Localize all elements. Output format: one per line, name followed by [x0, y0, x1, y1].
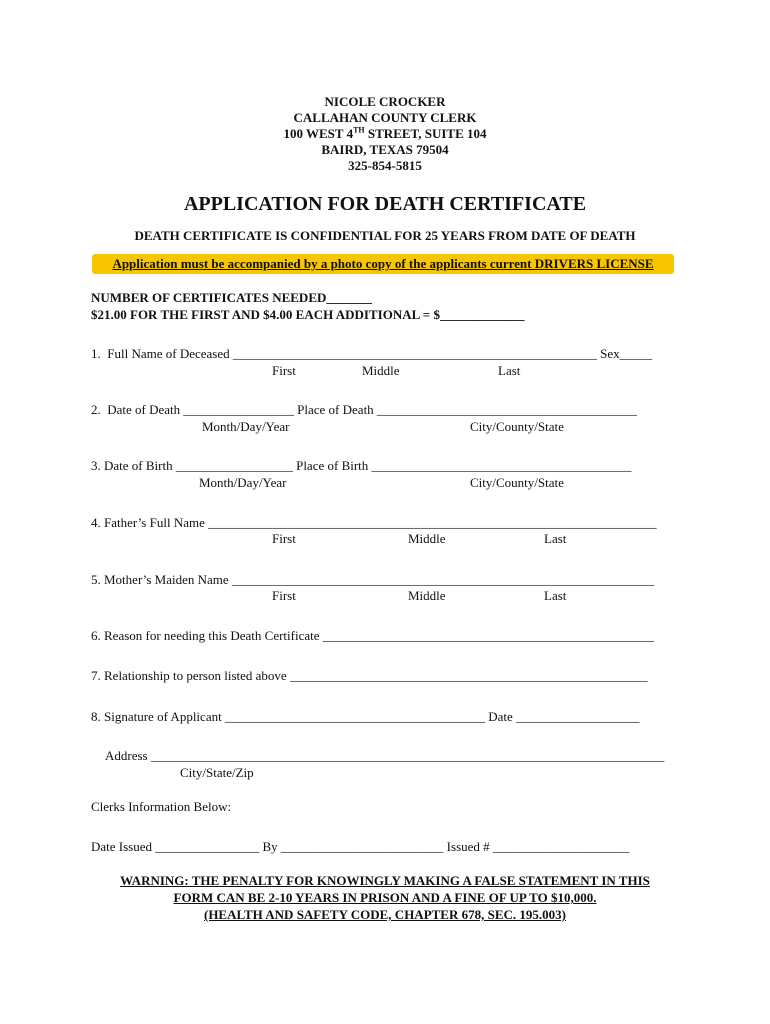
label-last: Last	[544, 531, 567, 546]
warning-line-2: FORM CAN BE 2-10 YEARS IN PRISON AND A FINE OF UP TO $10,000.	[173, 890, 597, 905]
clerk-office: CALLAHAN COUNTY CLERK	[293, 110, 477, 125]
label-month-day-year: Month/Day/Year	[199, 475, 287, 490]
warning-line-1: WARNING: THE PENALTY FOR KNOWINGLY MAKING A FALSE STATEMENT IN THIS	[120, 873, 650, 888]
label-city-county-state: City/County/State	[470, 475, 564, 490]
label-first: First	[272, 531, 296, 546]
clerk-address	[0, 126, 770, 142]
page-title: APPLICATION FOR DEATH CERTIFICATE	[183, 193, 587, 215]
label-city-county-state: City/County/State	[470, 419, 564, 434]
label-month-day-year: Month/Day/Year	[202, 419, 290, 434]
clerk-phone: 325-854-5815	[348, 158, 422, 173]
label-middle: Middle	[362, 363, 400, 378]
label-last: Last	[544, 588, 567, 603]
address-sup: TH	[353, 125, 365, 135]
signature-field[interactable]: 8. Signature of Applicant ________________________________________ Date ___________________	[91, 709, 640, 724]
clerk-name: NICOLE CROCKER	[324, 94, 446, 109]
mother-maiden-name-field[interactable]: 5. Mother’s Maiden Name _________________________________________________________________	[91, 572, 655, 587]
address-post: STREET, SUITE 104	[364, 126, 487, 141]
relationship-field[interactable]: 7. Relationship to person listed above _______________________________________________________	[91, 668, 648, 683]
date-of-death-field[interactable]: 2. Date of Death _________________ Place of Death ________________________________________	[91, 402, 637, 417]
license-notice: Application must be accompanied by a photo copy of the applicants current DRIVERS LICENSE	[92, 254, 674, 274]
confidential-notice: DEATH CERTIFICATE IS CONFIDENTIAL FOR 25 YEARS FROM DATE OF DEATH	[134, 228, 636, 243]
date-of-birth-field[interactable]: 3. Date of Birth __________________ Place of Birth ________________________________________	[91, 458, 632, 473]
label-first: First	[272, 588, 296, 603]
label-last: Last	[498, 363, 521, 378]
reason-field[interactable]: 6. Reason for needing this Death Certificate ___________________________________________________	[91, 628, 655, 643]
certificates-needed-field[interactable]: NUMBER OF CERTIFICATES NEEDED_______	[91, 290, 372, 305]
label-middle: Middle	[408, 588, 446, 603]
label-middle: Middle	[408, 531, 446, 546]
address-field[interactable]: Address _______________________________________________________________________________	[105, 748, 665, 763]
address-pre: 100 WEST 4	[283, 126, 354, 141]
deceased-name-field[interactable]: 1. Full Name of Deceased ________________________________________________________ Sex_____	[91, 346, 653, 361]
father-name-field[interactable]: 4. Father’s Full Name _____________________________________________________________________	[91, 515, 657, 530]
clerk-info-heading: Clerks Information Below:	[91, 799, 232, 814]
clerk-city: BAIRD, TEXAS 79504	[321, 142, 449, 157]
clerk-issue-field[interactable]: Date Issued ________________ By _________________________ Issued # _____________________	[91, 839, 630, 854]
label-city-state-zip: City/State/Zip	[180, 765, 254, 780]
warning-line-3: (HEALTH AND SAFETY CODE, CHAPTER 678, SEC. 195.003)	[203, 907, 566, 922]
fee-field[interactable]: $21.00 FOR THE FIRST AND $4.00 EACH ADDITIONAL = $_____________	[91, 307, 525, 322]
label-first: First	[272, 363, 296, 378]
